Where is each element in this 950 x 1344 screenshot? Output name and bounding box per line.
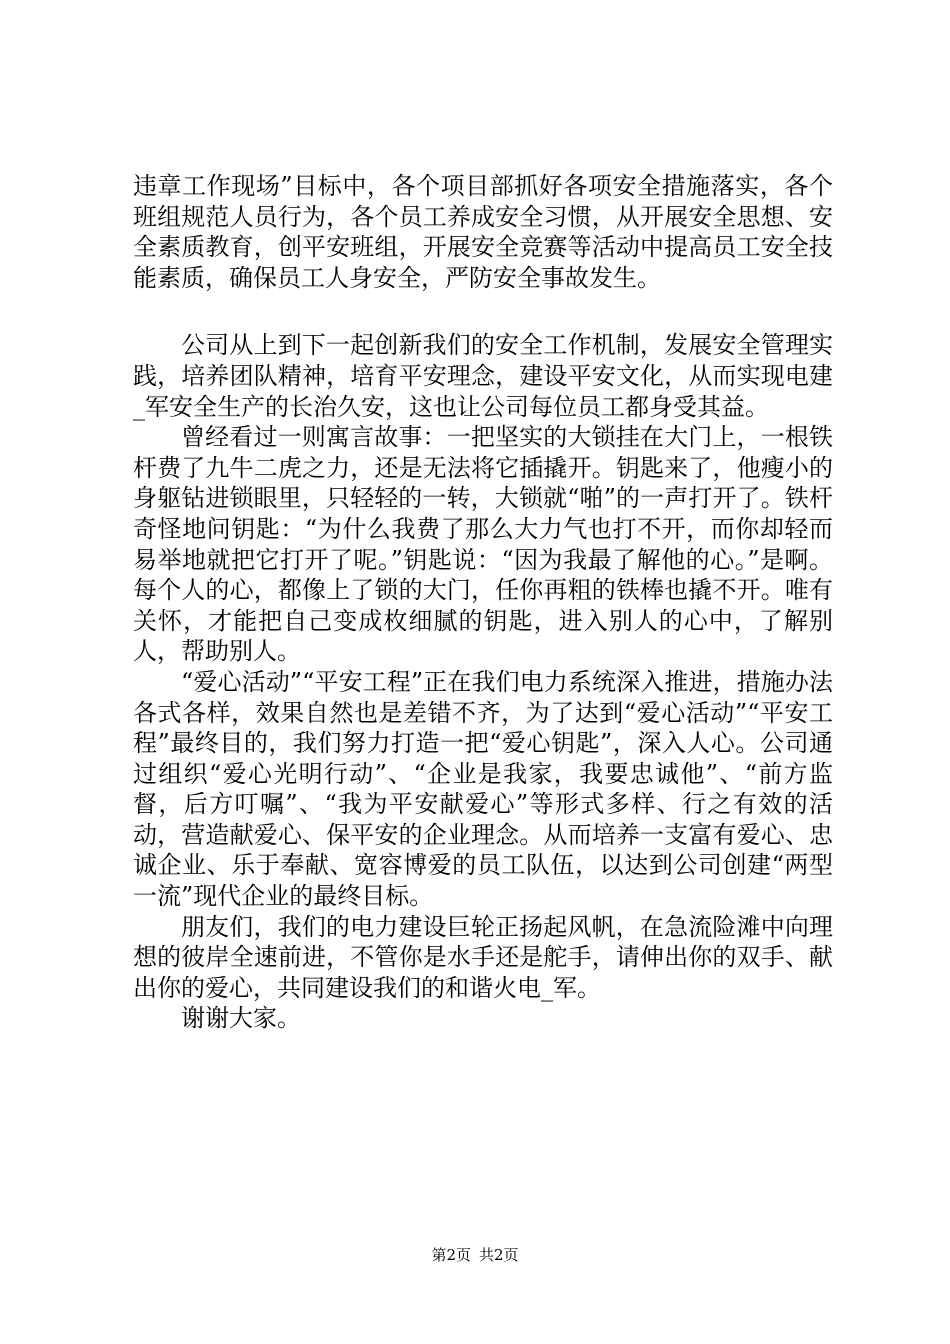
paragraph-continued: 违章工作现场”目标中，各个项目部抓好各项安全措施落实，各个班组规范人员行为，各个员工养成安全习惯，从开展安全思想、安全素质教育，创平安班组，开展安全竞赛等活动中提高员工安全技能素质，确保员工人身安全，严防安全事故发生。 [133,172,833,292]
paragraph-fable: 曾经看过一则寓言故事：一把坚实的大锁挂在大门上，一根铁杆费了九牛二虎之力，还是无法将它插撬开。钥匙来了，他瘦小的身躯钻进锁眼里，只轻轻的一转，大锁就“啪”的一声打开了。铁杆奇怪地问钥匙：“为什么我费了那么大力气也打不开，而你却轻而易举地就把它打开了呢。”钥匙说：“因为我最了解他的心。”是啊。每个人的心，都像上了锁的大门，任你再粗的铁棒也撬不开。唯有关怀，才能把自己变成枚细腻的钥匙，进入别人的心中，了解别人，帮助别人。 [133,423,833,666]
paragraph-friends: 朋友们，我们的电力建设巨轮正扬起风帆，在急流险滩中向理想的彼岸全速前进，不管你是水手还是舵手，请伸出你的双手、献出你的爱心，共同建设我们的和谐火电_军。 [133,912,833,1002]
page-number-total: 共2页 [479,1246,519,1264]
paragraph-thanks: 谢谢大家。 [181,1004,301,1033]
page-number-current: 第2页 [431,1246,471,1264]
paragraph-safety-mechanism: 公司从上到下一起创新我们的安全工作机制，发展安全管理实践，培养团队精神，培育平安理念，建设平安文化，从而实现电建_军安全生产的长治久安，这也让公司每位员工都身受其益。 [133,331,833,421]
page-footer [0,1245,950,1265]
document-body [133,171,833,1034]
paragraph-love-activity: “爱心活动”“平安工程”正在我们电力系统深入推进，措施办法各式各样，效果自然也是差错不齐，为了达到“爱心活动”“平安工程”最终目的，我们努力打造一把“爱心钥匙”，深入人心。公司通过组织“爱心光明行动”、“企业是我家，我要忠诚他”、“前方监督，后方叮嘱”、“我为平安献爱心”等形式多样、行之有效的活动，营造献爱心、保平安的企业理念。从而培养一支富有爱心、忠诚企业、乐于奉献、宽容博爱的员工队伍，以达到公司创建“两型一流”现代企业的最终目标。 [133,667,833,911]
